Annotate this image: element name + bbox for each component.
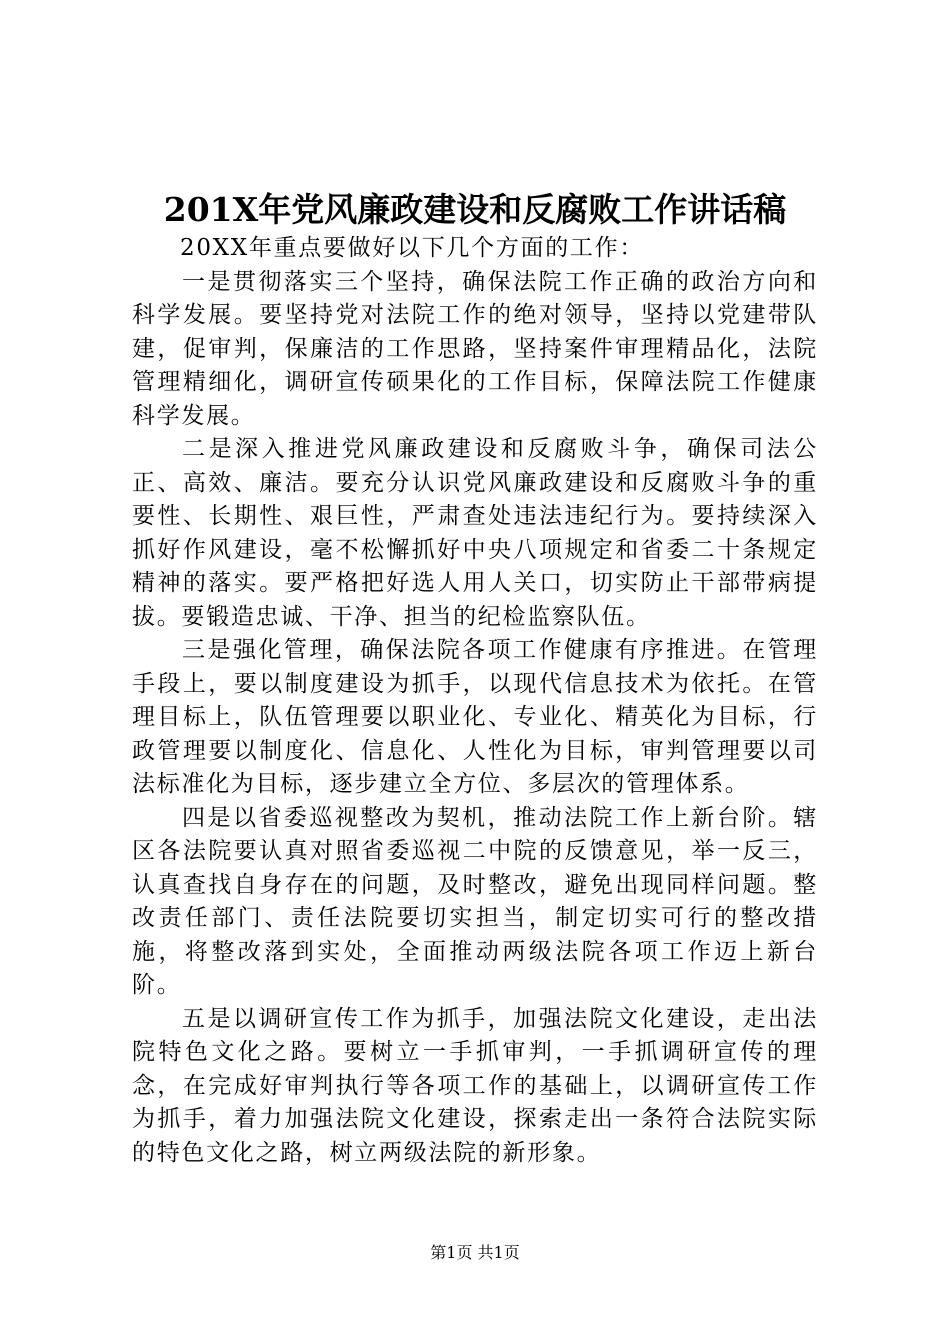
paragraph-2: 二是深入推进党风廉政建设和反腐败斗争，确保司法公正、高效、廉洁。要充分认识党风廉政建设和反腐败斗争的重要性、长期性、艰巨性，严肃查处违法违纪行为。要持续深入抓好作风建设，毫不松懈抓好中央八项规定和省委二十条规定精神的落实。要严格把好选人用人关口，切实防止干部带病提拔。要锻造忠诚、干净、担当的纪检监察队伍。 <box>132 436 818 630</box>
paragraph-3: 三是强化管理，确保法院各项工作健康有序推进。在管理手段上，要以制度建设为抓手，以现代信息技术为依托。在管理目标上，队伍管理要以职业化、专业化、精英化为目标，行政管理要以制度化、信息化、人性化为目标，审判管理要以司法标准化为目标，逐步建立全方位、多层次的管理体系。 <box>132 637 818 797</box>
intro-paragraph: 20XX年重点要做好以下几个方面的工作： <box>180 235 645 261</box>
paragraph-1: 一是贯彻落实三个坚持，确保法院工作正确的政治方向和科学发展。要坚持党对法院工作的绝对领导，坚持以党建带队建，促审判，保廉洁的工作思路，坚持案件审理精品化，法院管理精细化，调研宣传硕果化的工作目标，保障法院工作健康科学发展。 <box>132 268 818 429</box>
page-number: 第1页 共1页 <box>430 1243 520 1262</box>
document-title: 201X年党风廉政建设和反腐败工作讲话稿 <box>163 190 787 229</box>
paragraph-4: 四是以省委巡视整改为契机，推动法院工作上新台阶。辖区各法院要认真对照省委巡视二中院的反馈意见，举一反三，认真查找自身存在的问题，及时整改，避免出现同样问题。整改责任部门、责任法院要切实担当，制定切实可行的整改措施，将整改落到实处，全面推动两级法院各项工作迈上新台阶。 <box>132 804 818 998</box>
document-body <box>132 232 818 1170</box>
paragraph-5: 五是以调研宣传工作为抓手，加强法院文化建设，走出法院特色文化之路。要树立一手抓审判，一手抓调研宣传的理念，在完成好审判执行等各项工作的基础上，以调研宣传工作为抓手，着力加强法院文化建设，探索走出一条符合法院实际的特色文化之路，树立两级法院的新形象。 <box>132 1005 818 1166</box>
